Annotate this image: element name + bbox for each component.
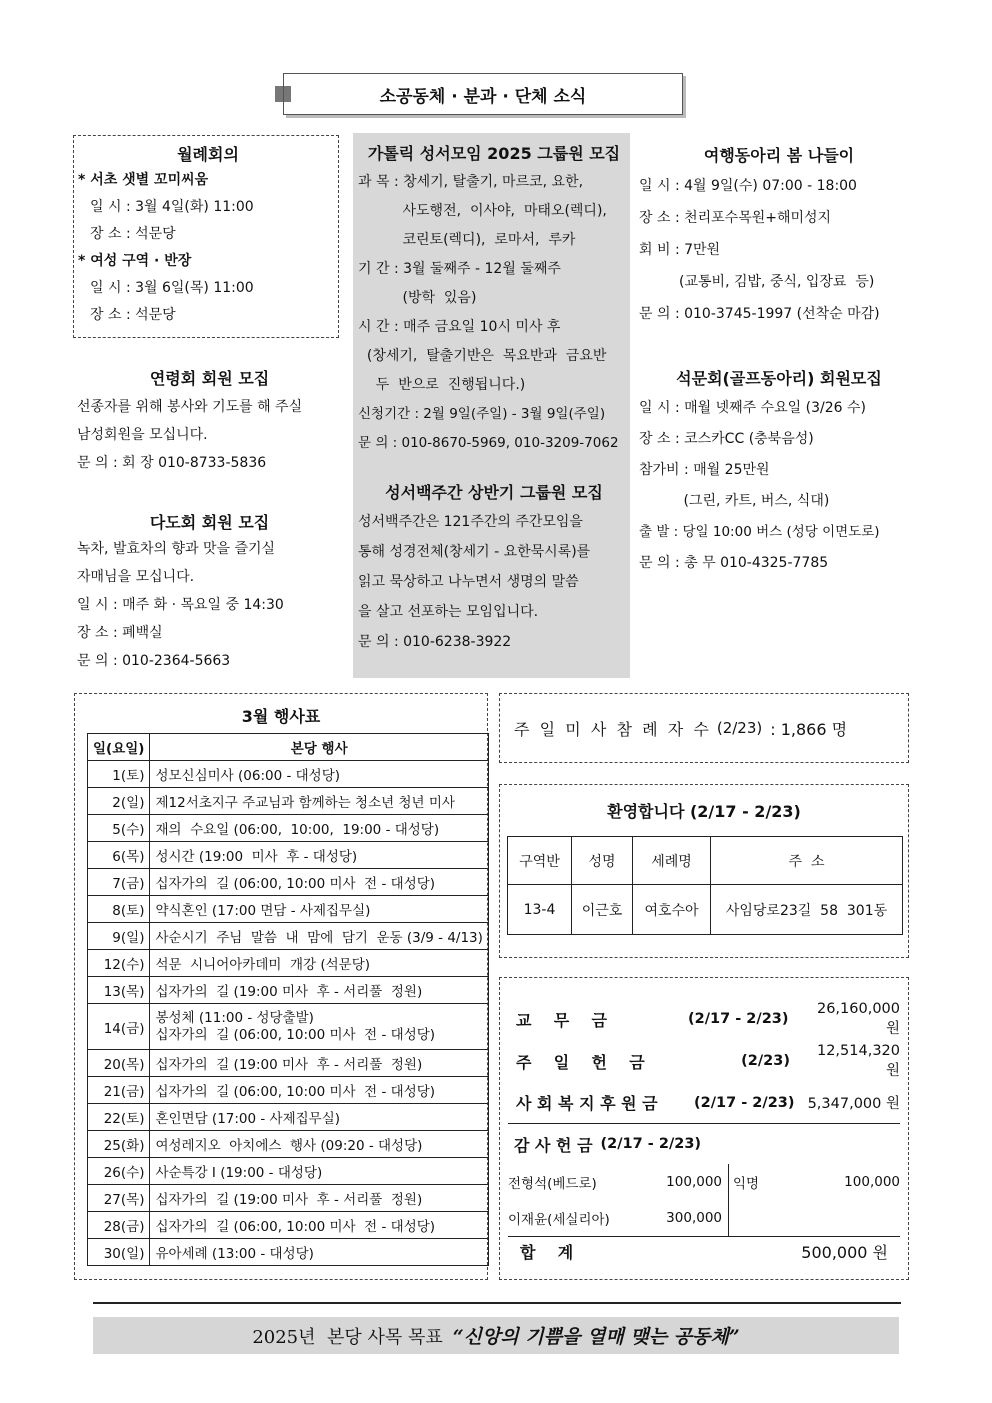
thanks-period: (2/17 - 2/23) [600,1136,702,1152]
travel-line: 일 시 : 4월 9일(수) 07:00 - 18:00 [639,178,857,194]
bible-line: 코린토(렉디), 로마서, 루카 [358,232,576,248]
meeting-group-date: 일 시 : 3월 6일(목) 11:00 [90,280,254,296]
schedule-event: 십자가의 길 (06:00, 10:00 미사 전 - 대성당) [150,1212,488,1239]
meeting-group-name: * 서초 샛별 꼬미씨움 [78,172,209,188]
golf-line: (그린, 카트, 버스, 식대) [639,493,830,509]
table-header: 본당 행사 [150,734,488,761]
footer-prefix: 2025년 본당 사목 목표 [252,1326,443,1348]
golf-line: 일 시 : 매월 넷째주 수요일 (3/26 수) [639,400,866,416]
table-header: 주 소 [711,837,903,885]
travel-line: (교통비, 김밥, 중식, 입장료 등) [639,274,875,290]
finance-period: (2/17 - 2/23) [694,1094,795,1111]
finance-row [508,1082,900,1124]
schedule-day: 9(일) [88,923,150,950]
schedule-event: 사순특강 Ⅰ (19:00 - 대성당) [150,1158,488,1185]
finance-amount: 26,160,000 원 [816,1000,900,1037]
schedule-day: 28(금) [88,1212,150,1239]
table-row [508,885,903,935]
bible-line: 문 의 : 010-8670-5969, 010-3209-7062 [358,435,619,451]
table-row [88,815,489,842]
schedule-day: 2(일) [88,788,150,815]
bible100-line: 읽고 묵상하고 나누면서 생명의 말씀 [358,574,579,590]
table-row [88,1050,489,1077]
meeting-group-name: * 여성 구역 · 반장 [78,253,192,269]
bible-line: 사도행전, 이사야, 마태오(렉디), [358,203,607,219]
elders-line: 문 의 : 회 장 010-8733-5836 [77,455,267,471]
schedule-day: 26(수) [88,1158,150,1185]
travel-section [639,143,919,330]
schedule-day: 22(토) [88,1104,150,1131]
schedule-event: 성시간 (19:00 미사 후 - 대성당) [150,842,488,869]
finance-amount: 5,347,000 원 [807,1096,900,1112]
bible-line: 신청기간 : 2월 9일(주일) - 3월 9일(주일) [358,406,606,422]
meeting-group-date: 일 시 : 3월 4일(화) 11:00 [90,199,254,215]
schedule-event: 십자가의 길 (19:00 미사 후 - 서리풀 정원) [150,977,488,1004]
travel-line: 회 비 : 7만원 [639,242,721,258]
golf-line: 문 의 : 총 무 010-4325-7785 [639,555,829,571]
donor-name: 이재윤(세실리아) [508,1212,610,1228]
bible100-line: 문 의 : 010-6238-3922 [358,634,512,650]
finance-period: (2/23) [741,1053,790,1069]
golf-title: 석문회(골프동아리) 회원모집 [676,369,882,388]
donor-row [508,1200,728,1236]
donor-grid [508,1164,900,1236]
elders-title: 연령회 회원 모집 [149,369,270,388]
table-row [88,950,489,977]
table-row [88,1077,489,1104]
bible100-title: 성서백주간 상반기 그룹원 모집 [385,483,603,502]
schedule-day: 13(목) [88,977,150,1004]
finance-label: 교 무 금 [516,1010,607,1030]
donor-amount: 100,000 [666,1174,722,1190]
schedule-event: 사순시기 주님 말씀 내 맘에 담기 운동 (3/9 - 4/13) [150,923,488,950]
schedule-day: 12(수) [88,950,150,977]
table-header-row [88,734,489,761]
table-row [88,761,489,788]
monthly-meeting-title: 월례회의 [177,145,239,164]
donor-name: 전형석(베드로) [508,1176,597,1192]
total-label: 합 계 [520,1243,574,1262]
finance-row [508,1040,900,1082]
welcome-box [499,784,909,958]
welcome-district: 13-4 [508,885,572,935]
donor-row [508,1164,728,1200]
schedule-day: 21(금) [88,1077,150,1104]
schedule-day: 5(수) [88,815,150,842]
schedule-day: 7(금) [88,869,150,896]
schedule-title: 3월 행사표 [241,707,321,726]
schedule-day: 30(일) [88,1239,150,1266]
tea-line: 자매님을 모십니다. [77,569,195,585]
schedule-day: 8(토) [88,896,150,923]
finance-box [499,977,909,1280]
golf-section [639,366,919,579]
travel-line: 문 의 : 010-3745-1997 (선착순 마감) [639,306,880,322]
total-value: 500,000 원 [801,1243,888,1262]
welcome-address: 사임당로23길 58 301동 [711,885,903,935]
bible100-line: 통해 성경전체(창세기 - 요한묵시록)를 [358,544,591,560]
tea-line: 문 의 : 010-2364-5663 [77,653,231,669]
bible-title: 가톨릭 성서모임 2025 그룹원 모집 [367,144,621,163]
table-row [88,1185,489,1212]
donor-row [733,1164,900,1200]
schedule-event: 십자가의 길 (06:00, 10:00 미사 전 - 대성당) [150,1077,488,1104]
table-row [88,1158,489,1185]
table-header: 구역반 [508,837,572,885]
donor-amount: 300,000 [666,1210,722,1226]
schedule-event-line: 십자가의 길 (06:00, 10:00 미사 전 - 대성당) [155,1026,436,1043]
bible100-line: 을 살고 선포하는 모임입니다. [358,604,539,620]
welcome-title: 환영합니다 (2/17 - 2/23) [607,802,801,821]
schedule-event: 십자가의 길 (06:00, 10:00 미사 전 - 대성당) [150,869,488,896]
bible-line: 기 간 : 3월 둘째주 - 12월 둘째주 [358,261,561,277]
schedule-event: 여성레지오 아치에스 행사 (09:20 - 대성당) [150,1131,488,1158]
monthly-meeting-box [73,135,339,338]
attendance-value: : 1,866 명 [770,719,848,739]
donor-amount: 100,000 [844,1174,900,1190]
tea-line: 장 소 : 폐백실 [77,625,163,641]
thanks-title: 감 사 헌 금 [514,1135,593,1155]
schedule-day: 25(화) [88,1131,150,1158]
schedule-day: 27(목) [88,1185,150,1212]
total-row [508,1236,900,1266]
tea-line: 녹차, 발효차의 향과 맛을 즐기실 [77,541,276,557]
page-title-text: 소공동체 · 분과 · 단체 소식 [379,86,587,107]
table-header: 성명 [572,837,633,885]
welcome-baptism: 여호수아 [633,885,711,935]
tea-section [77,510,342,675]
schedule-event [150,1004,488,1050]
bible-line: 시 간 : 매주 금요일 10시 미사 후 [358,319,561,335]
golf-line: 장 소 : 코스카CC (충북음성) [639,431,814,447]
bible-column [353,133,630,678]
table-row [88,788,489,815]
table-row [88,1212,489,1239]
finance-period: (2/17 - 2/23) [688,1011,789,1027]
donor-name: 익명 [733,1176,760,1192]
schedule-event-line: 봉성체 (11:00 - 성당출발) [155,1009,314,1026]
table-header: 세례명 [633,837,711,885]
table-row [88,896,489,923]
table-header: 일(요일) [88,734,150,761]
table-row [88,1004,489,1050]
table-row [88,1131,489,1158]
bible-line: (창세기, 탈출기반은 목요반과 금요반 [358,348,607,364]
table-row [88,869,489,896]
table-row [88,842,489,869]
schedule-day: 6(목) [88,842,150,869]
elders-line: 남성회원을 모십니다. [77,427,208,443]
footer-motto-bar [93,1317,899,1354]
schedule-day: 20(목) [88,1050,150,1077]
table-row [88,1239,489,1266]
schedule-event: 약식혼인 (17:00 면담 - 사제집무실) [150,896,488,923]
golf-line: 참가비 : 매월 25만원 [639,462,770,478]
footer-rule [93,1302,901,1304]
tea-title: 다도회 회원 모집 [149,513,270,532]
travel-line: 장 소 : 천리포수목원+해미성지 [639,210,832,226]
welcome-table [507,836,903,935]
meeting-group-place: 장 소 : 석문당 [90,226,176,242]
attendance-period: (2/23) [716,719,763,737]
schedule-day: 14(금) [88,1004,150,1050]
schedule-event: 재의 수요일 (06:00, 10:00, 19:00 - 대성당) [150,815,488,842]
schedule-event: 제12서초지구 주교님과 함께하는 청소년 청년 미사 [150,788,488,815]
donor-col-right [729,1164,900,1236]
tea-line: 일 시 : 매주 화 · 목요일 중 14:30 [77,597,284,613]
footer-motto: “신앙의 기쁨을 열매 맺는 공동체” [452,1326,740,1348]
donor-col-left [508,1164,729,1236]
thanks-header [508,1124,900,1164]
table-row [88,977,489,1004]
golf-line: 출 발 : 당일 10:00 버스 (성당 이면도로) [639,524,880,540]
schedule-day: 1(토) [88,761,150,788]
attendance-box [499,693,909,763]
attendance-label: 주 일 미 사 참 례 자 수 [514,719,709,739]
schedule-event: 석문 시니어아카데미 개강 (석문당) [150,950,488,977]
table-row [88,1104,489,1131]
schedule-event: 십자가의 길 (19:00 미사 후 - 서리풀 정원) [150,1050,488,1077]
bible-line: 두 반으로 진행됩니다.) [358,377,526,393]
page-title [283,73,683,115]
schedule-event: 유아세례 (13:00 - 대성당) [150,1239,488,1266]
schedule-box [74,693,488,1280]
travel-title: 여행동아리 봄 나들이 [703,146,855,165]
table-header-row [508,837,903,885]
bible100-line: 성서백주간은 121주간의 주간모임을 [358,514,583,530]
schedule-event: 혼인면담 (17:00 - 사제집무실) [150,1104,488,1131]
bible-line: 과 목 : 창세기, 탈출기, 마르코, 요한, [358,174,584,190]
meeting-group-place: 장 소 : 석문당 [90,307,176,323]
table-row [88,923,489,950]
schedule-event: 십자가의 길 (19:00 미사 후 - 서리풀 정원) [150,1185,488,1212]
welcome-name: 이근호 [572,885,633,935]
finance-row [508,998,900,1040]
finance-amount: 12,514,320 원 [816,1042,900,1079]
finance-label: 사 회 복 지 후 원 금 [516,1094,658,1113]
finance-label: 주 일 헌 금 [516,1052,645,1072]
elders-section [77,366,342,477]
schedule-table [87,733,489,1266]
bible-line: (방학 있음) [358,290,477,306]
elders-line: 선종자를 위해 봉사와 기도를 해 주실 [77,399,303,415]
schedule-event: 성모신심미사 (06:00 - 대성당) [150,761,488,788]
